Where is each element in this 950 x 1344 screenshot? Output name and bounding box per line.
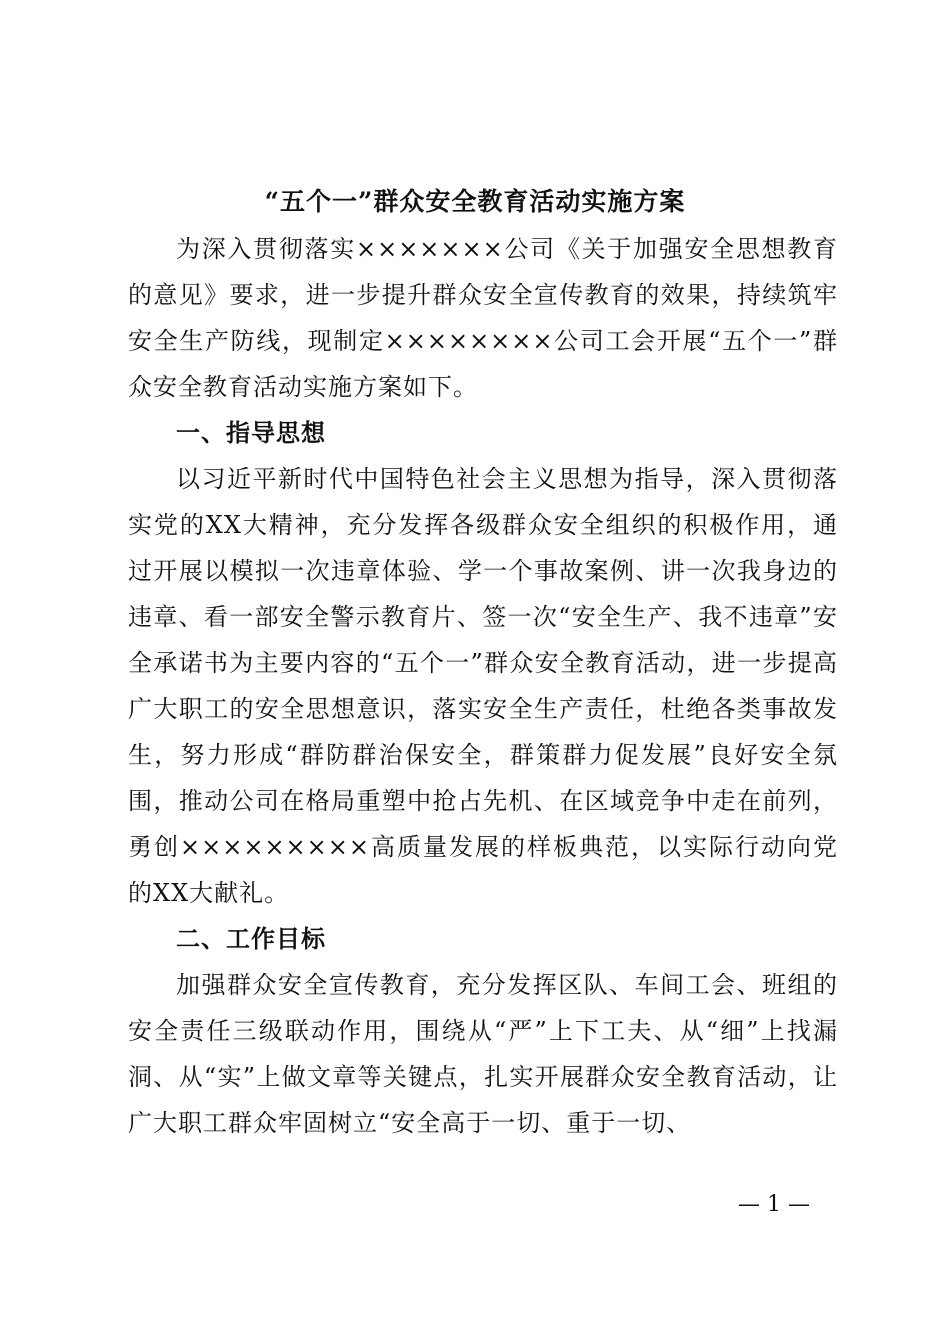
document-body (128, 226, 838, 1146)
work-goals-paragraph: 加强群众安全宣传教育，充分发挥区队、车间工会、班组的安全责任三级联动作用，围绕从“严”上下工夫、从“细”上找漏洞、从“实”上做文章等关键点，扎实开展群众安全教育活动，让广大职工群众牢固树立“安全高于一切、重于一切、 (128, 971, 838, 1137)
section-heading-work-goals: 二、工作目标 (176, 925, 326, 953)
section-heading-guiding-ideology: 一、指导思想 (176, 419, 326, 447)
intro-paragraph: 为深入贯彻落实×××××××公司《关于加强安全思想教育的意见》要求，进一步提升群众安全宣传教育的效果，持续筑牢安全生产防线，现制定××××××××公司工会开展“五个一”群众安全教育活动实施方案如下。 (128, 235, 838, 401)
document-title: “五个一”群众安全教育活动实施方案 (264, 187, 686, 216)
page-number: — 1 — (738, 1192, 810, 1217)
guiding-ideology-paragraph: 以习近平新时代中国特色社会主义思想为指导，深入贯彻落实党的XX大精神，充分发挥各级群众安全组织的积极作用，通过开展以模拟一次违章体验、学一个事故案例、讲一次我身边的违章、看一部安全警示教育片、签一次“安全生产、我不违章”安全承诺书为主要内容的“五个一”群众安全教育活动，进一步提高广大职工的安全思想意识，落实安全生产责任，杜绝各类事故发生，努力形成“群防群治保安全，群策群力促发展”良好安全氛围，推动公司在格局重塑中抢占先机、在区域竞争中走在前列，勇创×××××××××高质量发展的样板典范，以实际行动向党的XX大献礼。 (128, 465, 838, 907)
